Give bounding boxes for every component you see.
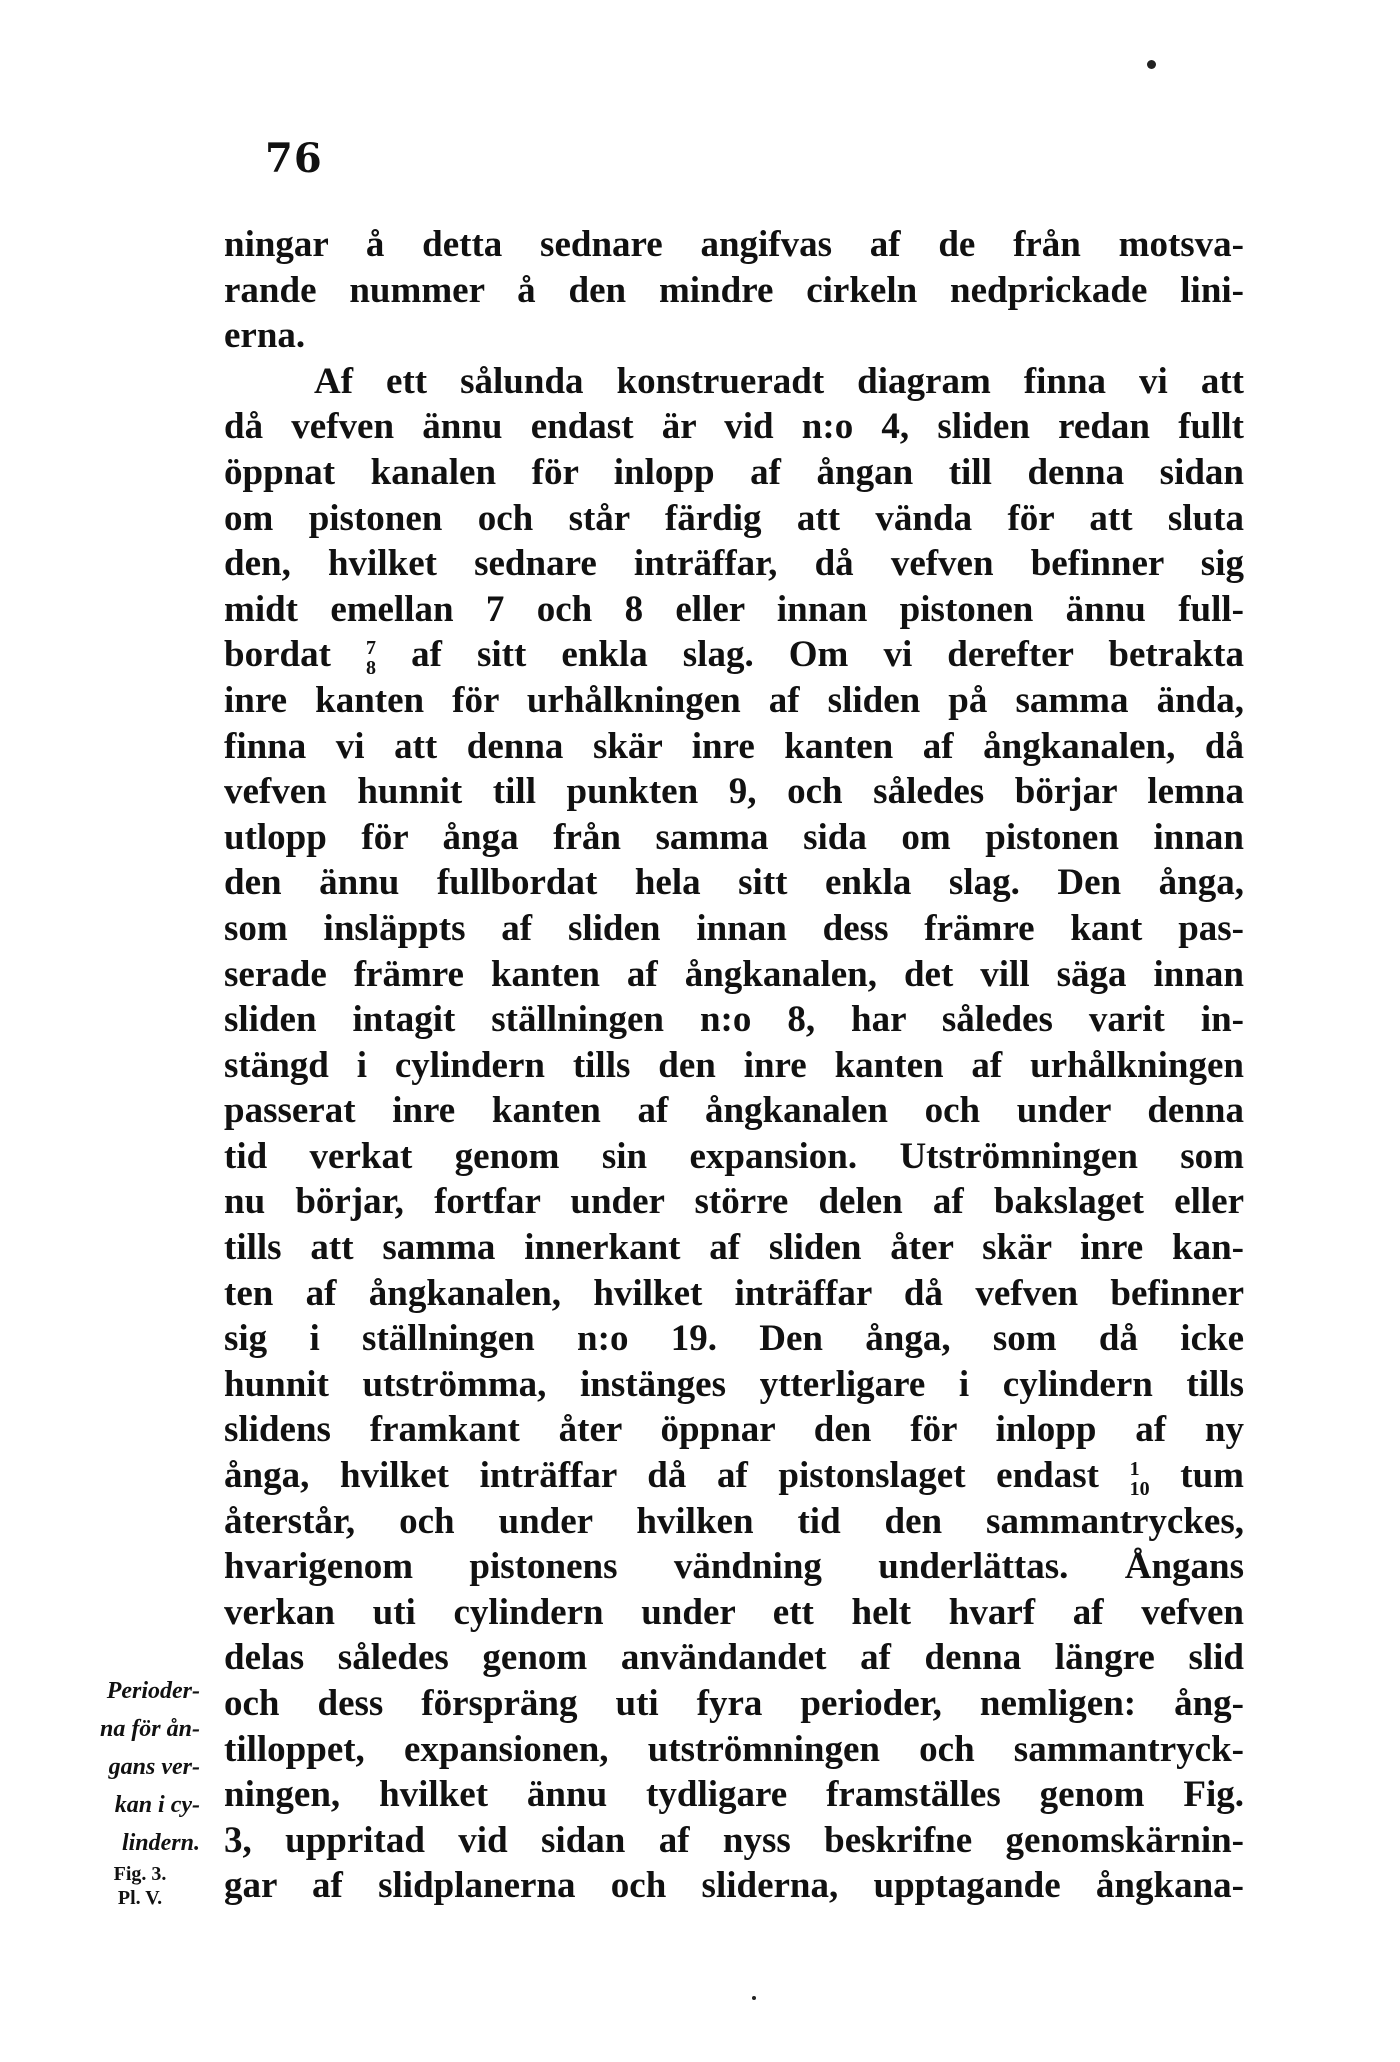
text-line: som insläppts af sliden innan dess främre kant pas- [224,907,1244,949]
text-line: tills att samma innerkant af sliden åter skär inre kan- [224,1227,1244,1269]
text-line: 3, uppritad vid sidan af nyss beskrifne genomskärnin- [224,1819,1244,1861]
text-line: ningen, hvilket ännu tydligare framställes genom Fig. [224,1774,1244,1816]
margin-note-line: lindern. [121,1830,200,1856]
text-line: inre kanten för urhålkningen af sliden på samma ända, [224,679,1244,721]
ink-speck [1147,60,1156,69]
body-text [224,222,1244,1909]
margin-note-line: gans ver- [108,1754,200,1780]
text-line: verkan uti cylindern under ett helt hvarf af vefven [224,1591,1244,1633]
text-line: hunnit utströmma, instänges ytterligare i cylindern tills [224,1363,1244,1405]
text-line: ningar å detta sednare angifvas af de från motsva- [224,224,1244,265]
text-line: slidens framkant åter öppnar den för inlopp af ny [224,1409,1244,1451]
text-line: sig i ställningen n:o 19. Den ånga, som då icke [224,1318,1244,1360]
text-line: då vefven ännu endast är vid n:o 4, sliden redan fullt [224,406,1244,448]
text-line: finna vi att denna skär inre kanten af ångkanalen, då [224,725,1244,767]
margin-note-plate-ref: Pl. V. [117,1887,163,1909]
text-line [224,632,1244,678]
text-line: rande nummer å den mindre cirkeln nedprickade lini- [224,269,1244,311]
margin-note-line: kan i cy- [114,1792,200,1818]
text-line: serade främre kanten af ångkanalen, det vill säga innan [224,953,1244,995]
fraction-seven-eighths [366,638,376,678]
text-segment: tum [1180,1455,1245,1497]
text-line: erna. [224,315,306,357]
margin-note-line: Perioder- [106,1678,200,1704]
text-line: den ännu fullbordat hela sitt enkla slag. Den ånga, [224,862,1244,904]
fraction-denominator: 10 [1129,1477,1150,1500]
text-line: Af ett sålunda konstrueradt diagram finna vi att [314,360,1244,402]
margin-note [50,1672,200,1910]
margin-note-figure-ref: Fig. 3. [113,1863,167,1885]
text-segment: af sitt enkla slag. Om vi derefter betrakta [411,634,1245,676]
text-line: utlopp för ånga från samma sida om pistonen innan [224,816,1244,858]
ink-speck [752,1996,756,2000]
text-line: passerat inre kanten af ångkanalen och under denna [224,1090,1244,1132]
fraction-numerator: 1 [1129,1457,1140,1480]
text-line: återstår, och under hvilken tid den sammantryckes, [224,1500,1244,1542]
text-line: och dess förspräng uti fyra perioder, nemligen: ång- [224,1683,1244,1724]
text-line: öppnat kanalen för inlopp af ångan till denna sidan [224,451,1244,493]
margin-note-line: na för ån- [99,1716,200,1742]
text-line: tilloppet, expansionen, utströmningen och sammantryck- [224,1728,1244,1770]
text-line: den, hvilket sednare inträffar, då vefven befinner sig [224,543,1244,585]
text-line: delas således genom användandet af denna längre slid [224,1637,1244,1679]
text-line: ten af ångkanalen, hvilket inträffar då vefven befinner [224,1272,1244,1314]
fraction-denominator: 8 [365,656,376,679]
text-line: nu börjar, fortfar under större delen af bakslaget eller [224,1181,1244,1223]
fraction-numerator: 7 [365,636,376,659]
text-segment: bordat [224,634,331,676]
text-line: midt emellan 7 och 8 eller innan pistonen ännu full- [224,588,1244,630]
text-line: stängd i cylindern tills den inre kanten af urhålkningen [224,1044,1244,1086]
fraction-one-tenth [1130,1459,1150,1499]
text-line: sliden intagit ställningen n:o 8, har således varit in- [224,999,1244,1041]
text-line: gar af slidplanerna och sliderna, upptagande ångkana- [224,1865,1244,1907]
text-line: om pistonen och står färdig att vända för att sluta [224,497,1244,539]
text-line: hvarigenom pistonens vändning underlättas. Ångans [224,1546,1244,1588]
text-segment: ånga, hvilket inträffar då af pistonslaget endast [224,1455,1099,1497]
text-line: tid verkat genom sin expansion. Utströmningen som [224,1135,1244,1177]
text-line [224,1453,1244,1499]
text-line: vefven hunnit till punkten 9, och således börjar lemna [224,771,1244,813]
page-number: 76 [265,135,323,182]
